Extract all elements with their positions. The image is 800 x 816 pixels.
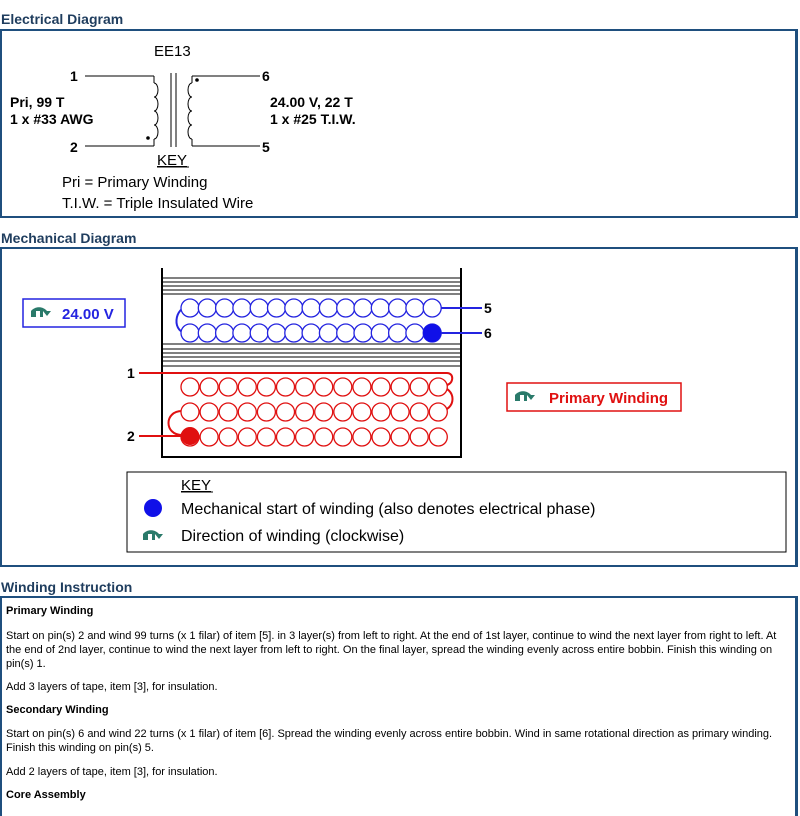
start-dot-icon xyxy=(144,499,162,517)
pin-1-label: 1 xyxy=(70,68,78,84)
winding-turn xyxy=(315,378,333,396)
winding-turn xyxy=(334,378,352,396)
secondary-voltage-turns: 24.00 V, 22 T xyxy=(270,94,353,110)
winding-turn xyxy=(285,299,303,317)
pin-2-label: 2 xyxy=(70,139,78,155)
winding-turn xyxy=(285,324,303,342)
key-direction-text: Direction of winding (clockwise) xyxy=(181,528,405,545)
pin-5-label: 5 xyxy=(484,300,492,316)
pin-2-label: 2 xyxy=(127,428,135,444)
primary-turns: Pri, 99 T xyxy=(10,94,65,110)
secondary-tape-text: Add 2 layers of tape, item [3], for insulation. xyxy=(6,766,218,778)
winding-turn xyxy=(315,403,333,421)
winding-turn xyxy=(277,378,295,396)
key-primary: Pri = Primary Winding xyxy=(62,174,208,191)
winding-turn xyxy=(296,378,314,396)
primary-turns xyxy=(181,378,447,446)
electrical-key-title: KEY xyxy=(157,152,188,169)
winding-turn xyxy=(181,299,199,317)
winding-turn xyxy=(372,378,390,396)
winding-instruction-title: Winding Instruction xyxy=(1,579,133,595)
primary-start-dot xyxy=(181,427,199,445)
winding-turn xyxy=(302,299,320,317)
winding-turn xyxy=(238,403,256,421)
secondary-start-dot xyxy=(423,324,441,342)
winding-turn xyxy=(353,378,371,396)
winding-turn xyxy=(337,299,355,317)
winding-turn xyxy=(238,428,256,446)
winding-turn xyxy=(429,403,447,421)
primary-winding-heading: Primary Winding xyxy=(6,605,94,617)
secondary-turns xyxy=(181,299,441,342)
winding-instruction-panel xyxy=(0,596,798,816)
primary-coil xyxy=(154,83,158,139)
schematic-svg xyxy=(2,31,797,216)
primary-phase-dot xyxy=(146,136,150,140)
bobbin-svg xyxy=(2,249,797,565)
secondary-winding-heading: Secondary Winding xyxy=(6,704,109,716)
primary-winding-text: Start on pin(s) 2 and wind 99 turns (x 1 filar) of item [5]. in 3 layer(s) from left to right. At the end of 1st layer, continue to wind the next layer from right to left. At the end of 2nd layer, continue to wind the next layer from left to right. On the final layer, spread the winding evenly across entire bobbin. Finish this winding on pin(s) 1. xyxy=(6,630,777,670)
winding-turn xyxy=(334,428,352,446)
winding-turn xyxy=(337,324,355,342)
core-label: EE13 xyxy=(154,43,191,60)
primary-label: Primary Winding xyxy=(549,390,669,407)
winding-turn xyxy=(423,299,441,317)
winding-turn xyxy=(238,378,256,396)
winding-turn xyxy=(389,299,407,317)
winding-turn xyxy=(200,378,218,396)
winding-turn xyxy=(250,299,268,317)
winding-turn xyxy=(219,428,237,446)
winding-turn xyxy=(406,299,424,317)
winding-turn xyxy=(354,299,372,317)
winding-turn xyxy=(354,324,372,342)
winding-turn xyxy=(216,324,234,342)
winding-turn xyxy=(429,428,447,446)
winding-turn xyxy=(391,403,409,421)
winding-turn xyxy=(198,324,216,342)
winding-turn xyxy=(391,378,409,396)
winding-turn xyxy=(391,428,409,446)
winding-turn xyxy=(353,403,371,421)
mechanical-diagram-panel xyxy=(0,247,798,567)
secondary-label: 24.00 V xyxy=(62,306,114,323)
winding-turn xyxy=(181,324,199,342)
mechanical-key-title: KEY xyxy=(181,477,212,494)
winding-turn xyxy=(250,324,268,342)
pin-5-label: 5 xyxy=(262,139,270,155)
winding-turn xyxy=(181,403,199,421)
secondary-phase-dot xyxy=(195,78,199,82)
winding-turn xyxy=(268,299,286,317)
winding-turn xyxy=(181,378,199,396)
winding-turn xyxy=(371,324,389,342)
winding-turn xyxy=(371,299,389,317)
winding-turn xyxy=(410,378,428,396)
primary-crossover-left xyxy=(169,411,183,435)
pin-6-label: 6 xyxy=(262,68,270,84)
electrical-diagram-panel xyxy=(0,29,798,218)
winding-turn xyxy=(257,428,275,446)
key-tiw: T.I.W. = Triple Insulated Wire xyxy=(62,195,254,212)
winding-turn xyxy=(296,403,314,421)
winding-turn xyxy=(319,324,337,342)
winding-turn xyxy=(302,324,320,342)
electrical-diagram-title: Electrical Diagram xyxy=(1,11,124,27)
winding-turn xyxy=(268,324,286,342)
winding-turn xyxy=(296,428,314,446)
winding-turn xyxy=(219,378,237,396)
winding-turn xyxy=(315,428,333,446)
winding-turn xyxy=(319,299,337,317)
winding-turn xyxy=(257,403,275,421)
winding-turn xyxy=(277,428,295,446)
pin-1-label: 1 xyxy=(127,365,135,381)
winding-turn xyxy=(233,324,251,342)
winding-turn xyxy=(353,428,371,446)
winding-turn xyxy=(200,428,218,446)
winding-turn xyxy=(216,299,234,317)
winding-turn xyxy=(334,403,352,421)
winding-turn xyxy=(198,299,216,317)
winding-turn xyxy=(429,378,447,396)
primary-wire: 1 x #33 AWG xyxy=(10,111,94,127)
winding-turn xyxy=(372,428,390,446)
core-assembly-heading: Core Assembly xyxy=(6,789,86,801)
winding-turn xyxy=(257,378,275,396)
winding-turn xyxy=(372,403,390,421)
winding-turn xyxy=(219,403,237,421)
winding-turn xyxy=(200,403,218,421)
winding-turn xyxy=(406,324,424,342)
winding-turn xyxy=(410,428,428,446)
pin-6-label: 6 xyxy=(484,325,492,341)
secondary-wire: 1 x #25 T.I.W. xyxy=(270,111,356,127)
secondary-winding-text: Start on pin(s) 6 and wind 22 turns (x 1 filar) of item [6]. Spread the winding evenly across entire bobbin. Wind in same rotational direction as primary winding. Finish this winding on pin(s) 5. xyxy=(6,728,773,754)
primary-tape-text: Add 3 layers of tape, item [3], for insulation. xyxy=(6,681,218,693)
mechanical-diagram-title: Mechanical Diagram xyxy=(1,230,137,246)
secondary-coil xyxy=(188,83,192,139)
winding-turn xyxy=(233,299,251,317)
key-start-text: Mechanical start of winding (also denotes electrical phase) xyxy=(181,501,596,518)
winding-turn xyxy=(277,403,295,421)
winding-turn xyxy=(410,403,428,421)
winding-turn xyxy=(389,324,407,342)
